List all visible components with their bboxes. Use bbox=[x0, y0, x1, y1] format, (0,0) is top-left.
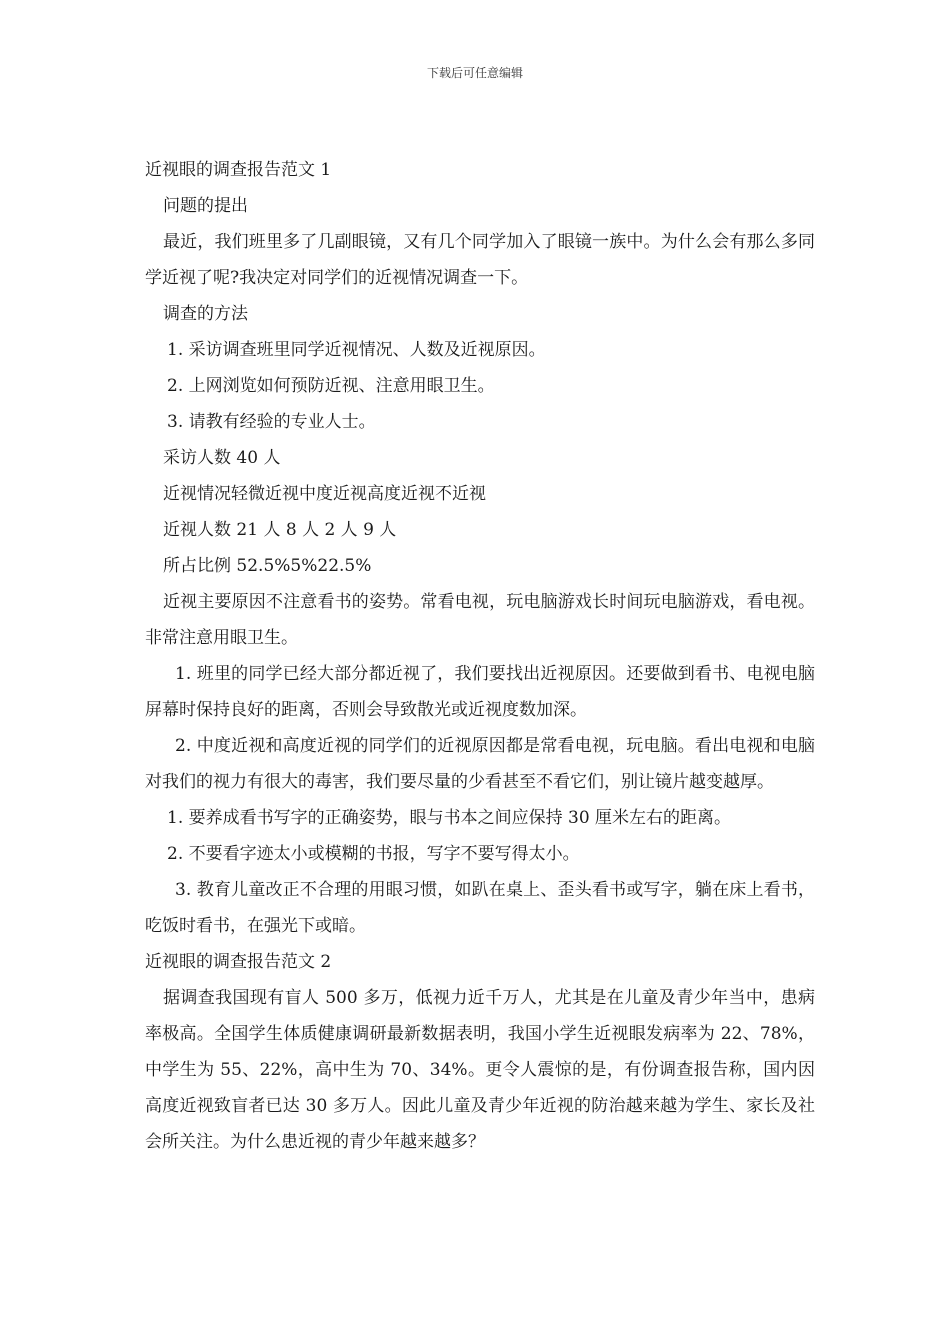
header-note: 下载后可任意编辑 bbox=[426, 66, 523, 80]
paragraph: 近视人数 21 人 8 人 2 人 9 人 bbox=[163, 520, 397, 540]
paragraph: 1. 班里的同学已经大部分都近视了，我们要找出近视原因。还要做到看书、电视电脑屏幕时保持良好的距离，否则会导致散光或近视度数加深。 bbox=[145, 664, 815, 720]
document-body bbox=[145, 152, 815, 1160]
paragraph: 问题的提出 bbox=[163, 196, 248, 216]
paragraph: 近视主要原因不注意看书的姿势。常看电视，玩电脑游戏长时间玩电脑游戏，看电视。非常注意用眼卫生。 bbox=[145, 592, 815, 648]
paragraph: 1. 要养成看书写字的正确姿势，眼与书本之间应保持 30 厘米左右的距离。 bbox=[167, 808, 732, 828]
paragraph: 据调查我国现有盲人 500 多万，低视力近千万人，尤其是在儿童及青少年当中，患病率极高。全国学生体质健康调研最新数据表明，我国小学生近视眼发病率为 22、78%，中学生为 55、22%，高中生为 70、34%。更令人震惊的是，有份调查报告称，国内因高度近视致盲者已达 30 多万人。因此儿童及青少年近视的防治越来越为学生、家长及社会所关注。为什么患近视的青少年越来越多？ bbox=[145, 988, 815, 1152]
paragraph: 所占比例 52.5%5%22.5% bbox=[163, 556, 372, 576]
paragraph: 近视眼的调查报告范文 1 bbox=[145, 160, 332, 180]
paragraph: 采访人数 40 人 bbox=[163, 448, 281, 468]
paragraph: 2. 不要看字迹太小或模糊的书报，写字不要写得太小。 bbox=[167, 844, 580, 864]
paragraph: 调查的方法 bbox=[163, 304, 248, 324]
paragraph: 最近，我们班里多了几副眼镜，又有几个同学加入了眼镜一族中。为什么会有那么多同学近视了呢?我决定对同学们的近视情况调查一下。 bbox=[145, 232, 815, 288]
paragraph: 3. 教育儿童改正不合理的用眼习惯，如趴在桌上、歪头看书或写字，躺在床上看书，吃饭时看书，在强光下或暗。 bbox=[145, 880, 815, 936]
paragraph: 2. 上网浏览如何预防近视、注意用眼卫生。 bbox=[167, 376, 495, 396]
paragraph: 近视眼的调查报告范文 2 bbox=[145, 952, 332, 972]
paragraph: 1. 采访调查班里同学近视情况、人数及近视原因。 bbox=[167, 340, 546, 360]
paragraph: 3. 请教有经验的专业人士。 bbox=[167, 412, 376, 432]
paragraph: 2. 中度近视和高度近视的同学们的近视原因都是常看电视，玩电脑。看出电视和电脑对我们的视力有很大的毒害，我们要尽量的少看甚至不看它们，别让镜片越变越厚。 bbox=[145, 736, 815, 792]
paragraph: 近视情况轻微近视中度近视高度近视不近视 bbox=[163, 484, 486, 504]
